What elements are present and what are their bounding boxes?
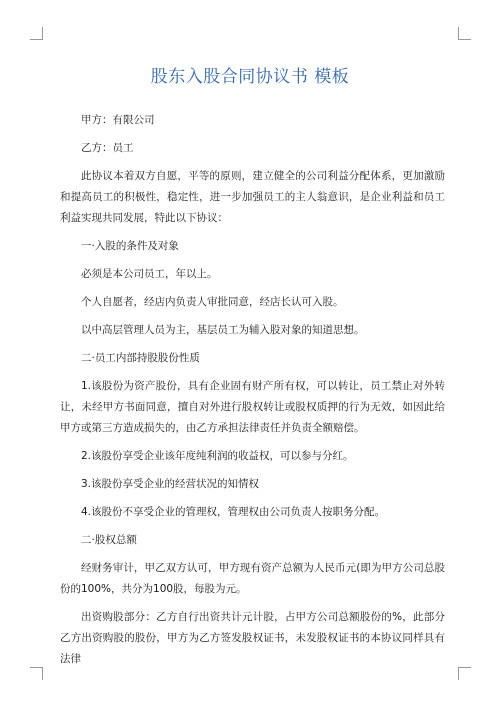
section-heading-2: 二·员工内部持股股份性质 [81, 352, 200, 364]
clause-4: 4.该股份不享受企业的管理权，管理权由公司负责人按职务分配。 [81, 506, 386, 518]
document-body [60, 110, 445, 677]
party-b: 乙方：员工 [81, 142, 134, 154]
paragraph: 经财务审计，甲乙双方认可，甲方现有资产总额为人民币元(即为甲方公司总股份的100%，共分为100股，每股为元。 [60, 562, 445, 595]
paragraph: 以中高层管理人员为主，基层员工为辅入股对象的知道思想。 [81, 324, 365, 336]
clause-1: 1.该股份为资产股份，具有企业固有财产所有权，可以转让，员工禁止对外转让，未经甲方书面同意，擅自对外进行股权转让或股权质押的行为无效，如因此给甲方或第三方造成损失的，由乙方承担法律责任并负责全额赔偿。 [60, 380, 445, 434]
preamble-paragraph: 此协议本着双方自愿，平等的原则，建立健全的公司利益分配体系，更加激励和提高员工的积极性，稳定性，进一步加强员工的主人翁意识，是企业利益和员工利益实现共同发展，特此以下协议： [60, 170, 445, 224]
party-a: 甲方：有限公司 [81, 114, 155, 126]
paragraph: 必须是本公司员工，年以上。 [81, 268, 218, 280]
clause-2: 2.该股份享受企业该年度纯利润的收益权，可以参与分红。 [81, 450, 354, 462]
clause-3: 3.该股份享受企业的经营状况的知情权 [81, 478, 260, 490]
crop-mark-bottom-left [30, 667, 43, 680]
crop-mark-top-right [458, 27, 471, 40]
crop-mark-bottom-right [458, 667, 471, 680]
crop-mark-top-left [30, 27, 43, 40]
paragraph: 出资购股部分：乙方自行出资共计元计股，占甲方公司总额股份的%，此部分乙方出资购股的股份，甲方为乙方签发股权证书，未发股权证书的本协议同样具有法律 [60, 611, 445, 665]
document-title: 股东入股合同协议书 模板 [150, 67, 350, 87]
section-heading-3: 二·股权总额 [81, 534, 137, 546]
section-heading-1: 一·入股的条件及对象 [81, 240, 179, 252]
paragraph: 个人自愿者，经店内负责人审批同意，经店长认可入股。 [81, 296, 344, 308]
